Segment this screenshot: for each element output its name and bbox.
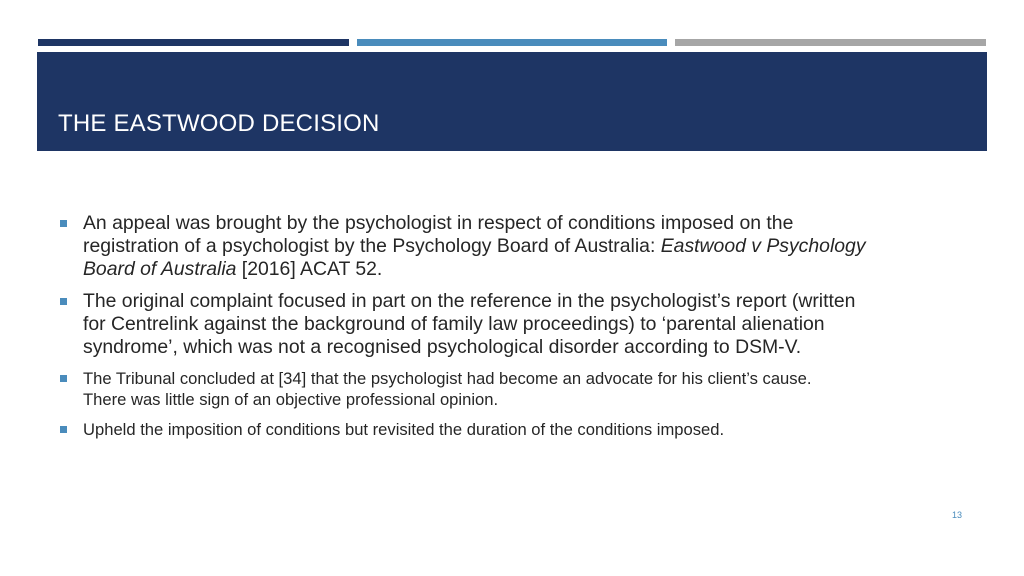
bullet-text-line: The Tribunal concluded at [34] that the psychologist had become an advocate for his client’s cause. [83,369,812,388]
square-bullet-icon [60,220,67,227]
bullet-text-line: There was little sign of an objective professional opinion. [83,390,499,409]
square-bullet-icon [60,426,67,433]
bullet-text-line: The original complaint focused in part on the reference in the psychologist’s report (written [83,290,856,312]
title-banner [37,52,987,151]
page-number: 13 [952,510,963,520]
bullet-text: [2016] ACAT 52. [236,258,383,280]
bullet-list [60,212,970,449]
bullet-text-line: syndrome’, which was not a recognised psychological disorder according to DSM-V. [83,336,802,358]
bullet-item-appeal [60,212,970,281]
square-bullet-icon [60,298,67,305]
bullet-item-upheld [60,419,970,440]
bullet-item-tribunal-conclusion [60,368,970,410]
bullet-text-line [83,258,970,281]
accent-bar-light-blue [357,39,667,46]
slide-title: THE EASTWOOD DECISION [58,110,380,137]
bullet-item-original-complaint [60,290,970,359]
accent-bar-dark-blue [38,39,349,46]
bullet-text-line: for Centrelink against the background of family law proceedings) to ‘parental alienation [83,313,825,335]
bullet-text: registration of a psychologist by the Psychology Board of Australia: [83,235,661,257]
case-citation-italic: Board of Australia [83,258,237,280]
case-citation-italic: Eastwood v Psychology [660,235,866,257]
accent-bar-gray [675,39,986,46]
bullet-text-line: Upheld the imposition of conditions but revisited the duration of the conditions imposed. [83,420,725,439]
square-bullet-icon [60,375,67,382]
bullet-text-line [83,235,970,258]
bullet-text-line: An appeal was brought by the psychologist in respect of conditions imposed on the [83,212,794,234]
